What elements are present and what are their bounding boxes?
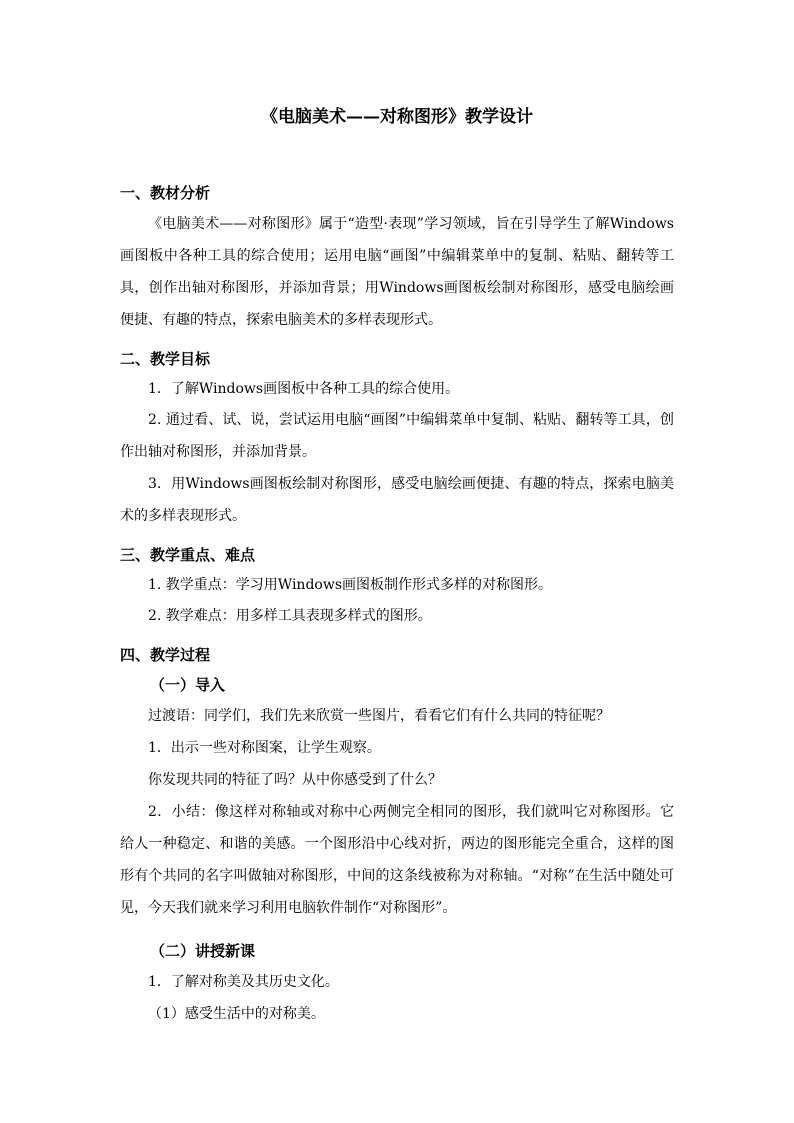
paragraph: （1）感受生活中的对称美。: [148, 1006, 325, 1022]
section-heading: 二、教学目标: [120, 350, 211, 368]
subsection-heading: （一）导入: [150, 676, 226, 694]
paragraph: 过渡语：同学们，我们先来欣赏一些图片，看看它们有什么共同的特征呢？: [148, 708, 610, 724]
section-heading: 三、教学重点、难点: [120, 546, 256, 564]
paragraph: 1. 教学重点：学习用Windows画图板制作形式多样的对称图形。: [148, 577, 553, 593]
paragraph: 《电脑美术——对称图形》属于“造型·表现”学习领域，旨在引导学生了解Windows画图板中各种工具的综合使用；运用电脑“画图”中编辑菜单中的复制、粘贴、翻转等工具，创作出轴对称图形，并添加背景；用Windows画图板绘制对称图形，感受电脑绘画便捷、有趣的特点，探索电脑美术的多样表现形式。: [120, 216, 674, 328]
paragraph: 2. 通过看、试、说，尝试运用电脑“画图”中编辑菜单中复制、粘贴、翻转等工具，创作出轴对称图形，并添加背景。: [120, 412, 674, 460]
paragraph: 1．了解Windows画图板中各种工具的综合使用。: [148, 381, 460, 397]
paragraph: 2．小结：像这样对称轴或对称中心两侧完全相同的图形，我们就叫它对称图形。它给人一种稳定、和谐的美感。一个图形沿中心线对折，两边的图形能完全重合，这样的图形有个共同的名字叫做轴对称图形，中间的这条线被称为对称轴。“对称”在生活中随处可见，今天我们就来学习利用电脑软件制作“对称图形”。: [120, 804, 674, 916]
section-heading: 四、教学过程: [120, 646, 211, 664]
paragraph: 1．了解对称美及其历史文化。: [148, 974, 339, 990]
subsection-heading: （二）讲授新课: [150, 942, 256, 960]
paragraph: 2. 教学难点：用多样工具表现多样式的图形。: [148, 608, 432, 624]
paragraph: 3．用Windows画图板绘制对称图形，感受电脑绘画便捷、有趣的特点，探索电脑美术的多样表现形式。: [120, 476, 674, 524]
paragraph: 1．出示一些对称图案，让学生观察。: [148, 740, 381, 756]
section-heading: 一、教材分析: [120, 184, 211, 202]
paragraph: 你发现共同的特征了吗？从中你感受到了什么？: [148, 772, 442, 788]
document-title: 《电脑美术——对称图形》教学设计: [261, 107, 533, 127]
